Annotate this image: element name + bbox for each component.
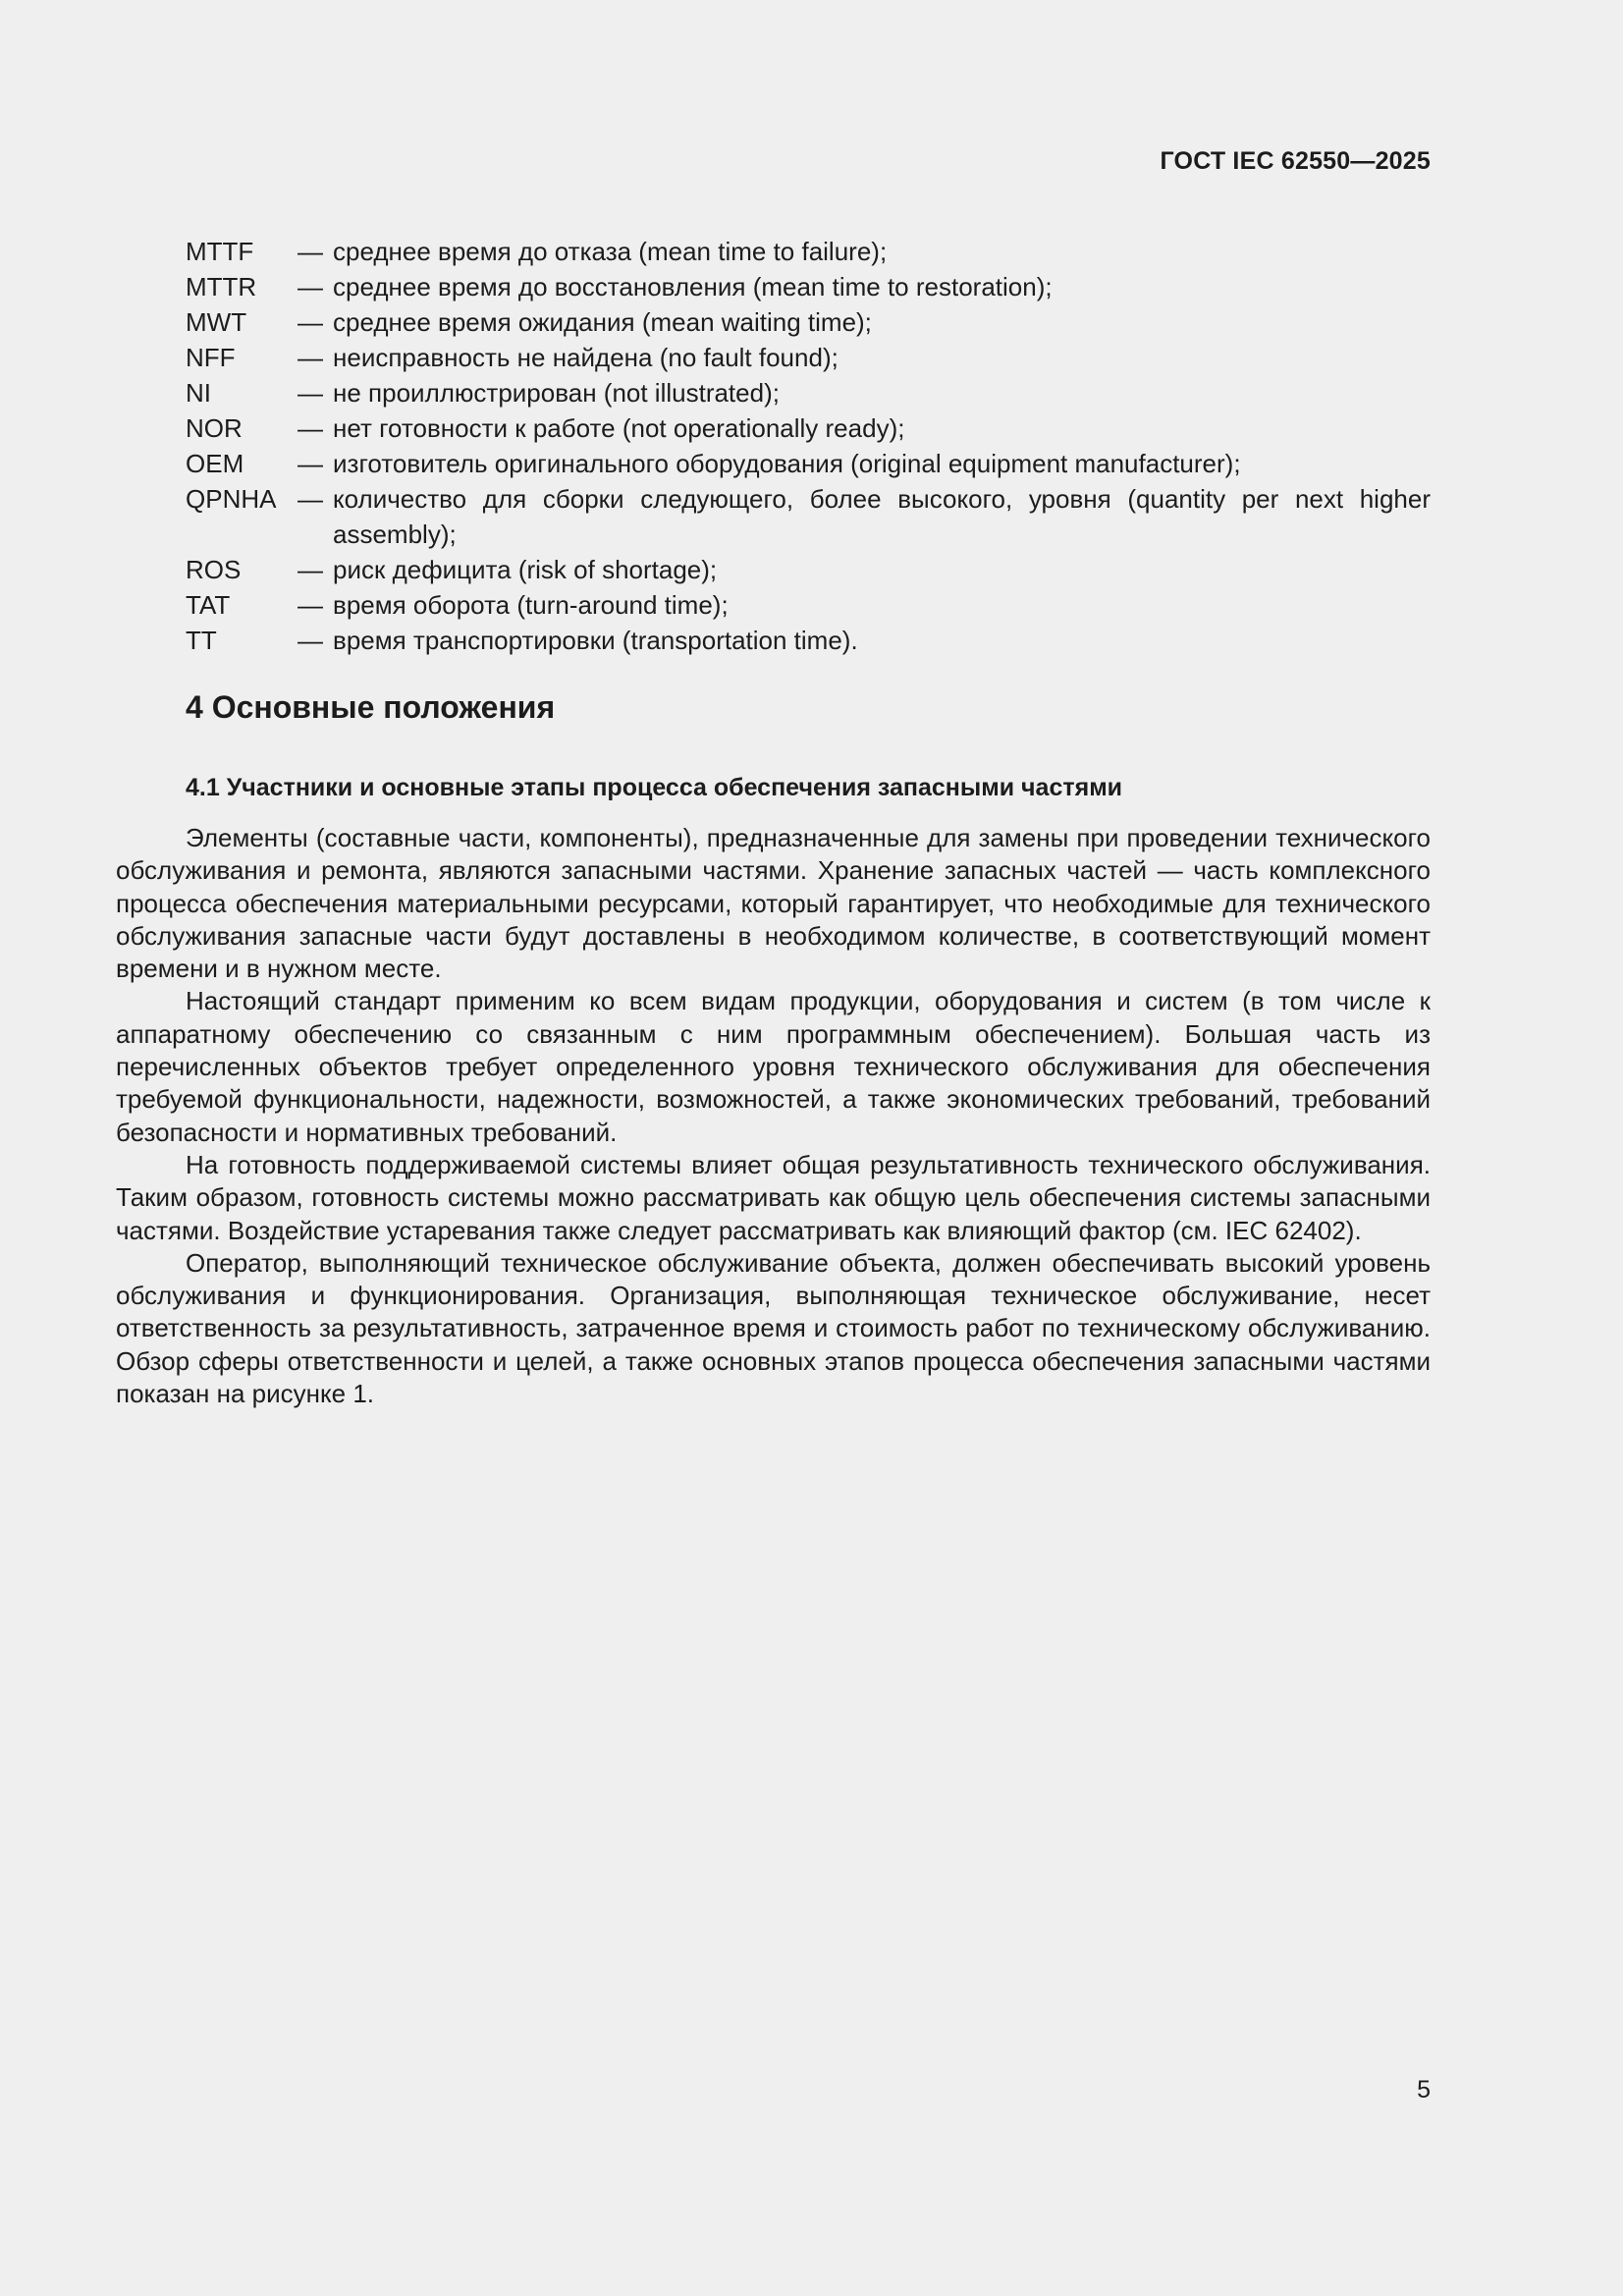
paragraph: Элементы (составные части, компоненты), предназначенные для замены при проведении технического обслуживания и ремонта, являются запасными частями. Хранение запасных частей — часть комплексного процесса обеспечения материальными ресурсами, который гарантирует, что необходимые для технического обслуживания запасные части будут доставлены в необходимом количестве, в соответствующий момент времени и в нужном месте. bbox=[116, 823, 1431, 984]
abbreviation-dash: — bbox=[298, 237, 323, 266]
abbreviation-code: MWT bbox=[186, 307, 247, 337]
abbreviation-item bbox=[186, 481, 1431, 552]
abbreviation-definition: риск дефицита (risk of shortage); bbox=[333, 555, 718, 584]
abbreviation-item bbox=[186, 304, 1431, 340]
abbreviation-dash: — bbox=[298, 626, 323, 655]
paragraph: Оператор, выполняющий техническое обслуживание объекта, должен обеспечивать высокий уровень обслуживания и функционирования. Организация, выполняющая техническое обслуживание, несет ответственность за результативность, затраченное время и стоимость работ по техническому обслуживанию. Обзор сферы ответственности и целей, а также основных этапов процесса обеспечения запасными частями показан на рисунке 1. bbox=[116, 1247, 1431, 1409]
abbreviation-item bbox=[186, 446, 1431, 481]
abbreviation-item bbox=[186, 410, 1431, 446]
abbreviation-definition: среднее время до восстановления (mean time to restoration); bbox=[333, 272, 1053, 301]
abbreviation-definition: изготовитель оригинального оборудования (original equipment manufacturer); bbox=[333, 449, 1241, 478]
abbreviation-dash: — bbox=[298, 272, 323, 301]
abbreviation-code: TT bbox=[186, 626, 217, 655]
abbreviation-definition: нет готовности к работе (not operationally ready); bbox=[333, 413, 905, 443]
abbreviation-code: ROS bbox=[186, 555, 242, 584]
abbreviation-definition: неисправность не найдена (no fault found); bbox=[333, 343, 839, 372]
abbreviation-code: MTTR bbox=[186, 272, 257, 301]
abbreviation-code: OEM bbox=[186, 449, 244, 478]
abbreviation-code: NOR bbox=[186, 413, 243, 443]
abbreviation-code: MTTF bbox=[186, 237, 254, 266]
abbreviation-dash: — bbox=[298, 413, 323, 443]
abbreviation-definition: время транспортировки (transportation time). bbox=[333, 626, 858, 655]
abbreviation-item bbox=[186, 552, 1431, 587]
abbreviation-code: NFF bbox=[186, 343, 236, 372]
abbreviation-definition: время оборота (turn-around time); bbox=[333, 590, 729, 620]
body-text bbox=[116, 822, 1431, 1410]
abbreviation-dash: — bbox=[298, 590, 323, 620]
abbreviation-dash: — bbox=[298, 378, 323, 408]
abbreviation-code: NI bbox=[186, 378, 211, 408]
abbreviation-item bbox=[186, 623, 1431, 658]
abbreviation-dash: — bbox=[298, 555, 323, 584]
abbreviation-definition: не проиллюстрирован (not illustrated); bbox=[333, 378, 780, 408]
abbreviation-definition: среднее время ожидания (mean waiting time); bbox=[333, 307, 872, 337]
abbreviation-dash: — bbox=[298, 343, 323, 372]
paragraph: На готовность поддерживаемой системы влияет общая результативность технического обслуживания. Таким образом, готовность системы можно рассматривать как общую цель обеспечения системы запасными частями. Воздействие устаревания также следует рассматривать как влияющий фактор (см. IEC 62402). bbox=[116, 1149, 1431, 1245]
abbreviation-dash: — bbox=[298, 484, 323, 514]
abbreviations-list bbox=[186, 234, 1431, 658]
abbreviation-item bbox=[186, 234, 1431, 269]
abbreviation-definition: количество для сборки следующего, более высокого, уровня (quantity per next higher assembly); bbox=[333, 484, 1431, 549]
section-heading: 4 Основные положения bbox=[186, 689, 556, 725]
abbreviation-item bbox=[186, 587, 1431, 623]
abbreviation-definition: среднее время до отказа (mean time to failure); bbox=[333, 237, 888, 266]
abbreviation-code: QPNHA bbox=[186, 484, 277, 514]
abbreviation-item bbox=[186, 269, 1431, 304]
paragraph: Настоящий стандарт применим ко всем видам продукции, оборудования и систем (в том числе к аппаратному обеспечению со связанным с ним программным обеспечением). Большая часть из перечисленных объектов требует определенного уровня технического обслуживания для обеспечения требуемой функциональности, надежности, возможностей, а также экономических требований, требований безопасности и нормативных требований. bbox=[116, 986, 1431, 1147]
document-header-code: ГОСТ IEC 62550—2025 bbox=[1160, 147, 1431, 175]
abbreviation-dash: — bbox=[298, 307, 323, 337]
abbreviation-dash: — bbox=[298, 449, 323, 478]
abbreviation-item bbox=[186, 375, 1431, 410]
page-number: 5 bbox=[1417, 2076, 1431, 2104]
abbreviation-item bbox=[186, 340, 1431, 375]
abbreviation-code: TAT bbox=[186, 590, 231, 620]
subsection-heading: 4.1 Участники и основные этапы процесса обеспечения запасными частями bbox=[186, 774, 1123, 801]
